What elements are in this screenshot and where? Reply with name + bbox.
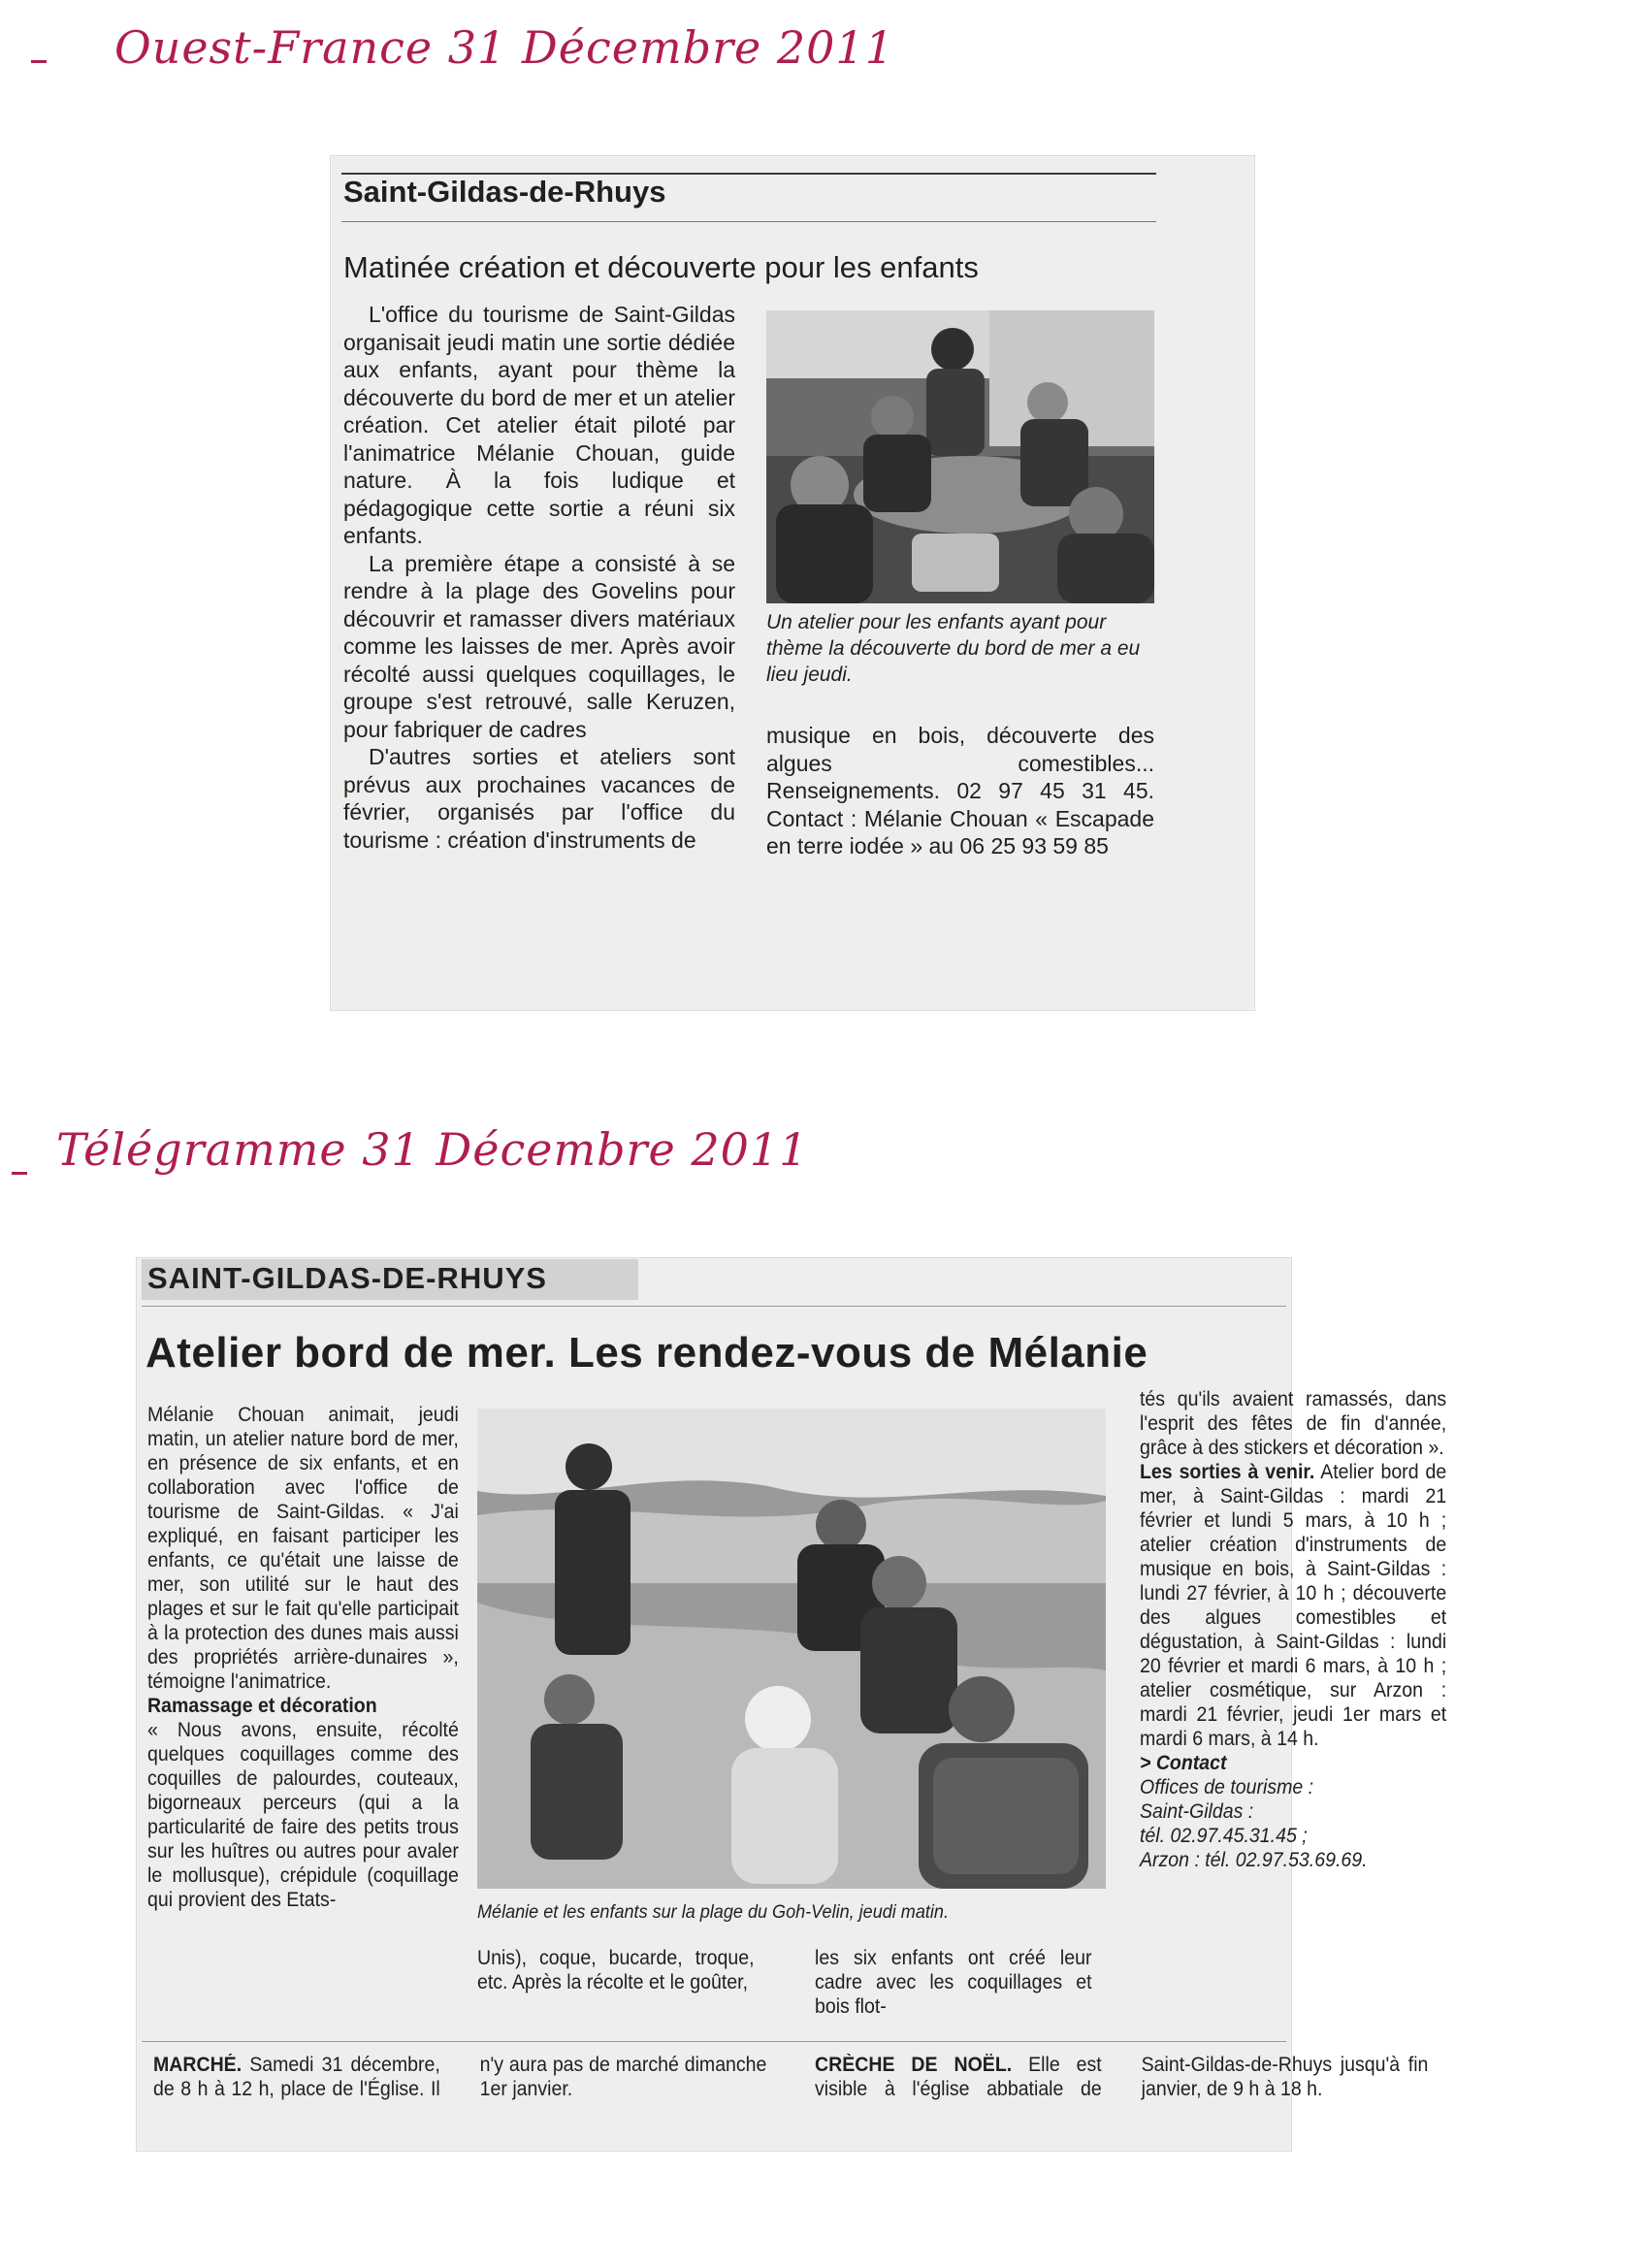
handwritten-label-ouest-france: Ouest-France 31 Décembre 2011: [114, 21, 894, 74]
clipping2-contact-title: > Contact: [1140, 1752, 1227, 1774]
clipping1-photo-workshop: [766, 310, 1154, 603]
clipping2-column-3: [1140, 1387, 1446, 1872]
clipping2-town-heading: SAINT-GILDAS-DE-RHUYS: [147, 1261, 547, 1295]
clipping1-town-heading: Saint-Gildas-de-Rhuys: [343, 175, 666, 209]
clipping1-right-column: musique en bois, découverte des algues comestibles... Renseignements. 02 97 45 31 45. Contact : Mélanie Chouan « Escapade en terre iodée » au 06 25 93 59 85: [766, 723, 1154, 859]
clipping2-contact-line-3: tél. 02.97.45.31.45 ;: [1140, 1825, 1308, 1847]
clipping2-photo-beach: [477, 1409, 1106, 1889]
clipping2-column-3-text: tés qu'ils avaient ramassés, dans l'esprit des fêtes de fin d'année, grâce à des stickers et décoration ».: [1140, 1388, 1447, 1459]
clipping2-contact-line-4: Arzon : tél. 02.97.53.69.69.: [1140, 1849, 1368, 1871]
clipping2-sorties-paragraph: [1140, 1460, 1446, 1751]
handwritten-dash-middle: [12, 1172, 27, 1175]
clipping2-under-photo-left: Unis), coque, bucarde, troque, etc. Après la récolte et le goûter,: [477, 1947, 755, 1993]
clipping1-paragraph-2: La première étape a consisté à se rendre à la plage des Govelins pour découvrir et ramasser divers matériaux comme les laisses de mer. Après avoir récolté aussi quelques coquillages, le groupe s'est retrouvé, salle Keruzen, pour fabriquer de cadres: [343, 550, 735, 742]
clipping2-briefs-rule: [142, 2041, 1286, 2042]
clipping2-sorties-lead: Les sorties à venir.: [1140, 1461, 1315, 1483]
clipping1-left-column: [343, 301, 735, 854]
clipping1-paragraph-1: L'office du tourisme de Saint-Gildas organisait jeudi matin une sortie dédiée aux enfants, ayant pour thème la découverte du bord de mer et un atelier création. Cet atelier était piloté par l'animatrice Mélanie Chouan, guide nature. À la fois ludique et pédagogique cette sortie a réuni six enfants.: [343, 302, 735, 548]
clipping2-top-rule: [142, 1306, 1286, 1307]
clipping2-contact-line-2: Saint-Gildas :: [1140, 1800, 1254, 1823]
clipping2-subheading: Ramassage et décoration: [147, 1695, 377, 1717]
clipping2-brief-marche: [153, 2053, 766, 2101]
clipping2-contact-line-1: Offices de tourisme :: [1140, 1776, 1314, 1798]
handwritten-dash-top: [31, 60, 47, 63]
clipping2-photo-caption: Mélanie et les enfants sur la plage du Goh-Velin, jeudi matin.: [477, 1902, 949, 1923]
clipping2-sorties-text: Atelier bord de mer, à Saint-Gildas : mardi 21 février et lundi 5 mars, à 10 h ; atelier création d'instruments de musique en bois, à Saint-Gildas : lundi 27 février, à 10 h ; découverte des algues comestibles et dégustation, à Saint-Gildas : lundi 20 février et mardi 6 mars, à 10 h ; atelier cosmétique, sur Arzon : mardi 21 février, jeudi 1er mars et mardi 6 mars, à 14 h.: [1140, 1461, 1447, 1750]
clipping1-photo-caption: Un atelier pour les enfants ayant pour thème la découverte du bord de mer a eu lieu jeudi.: [766, 611, 1141, 686]
clipping2-brief-marche-lead: MARCHÉ.: [153, 2054, 242, 2076]
clipping2-brief-creche-lead: CRÈCHE DE NOËL.: [815, 2054, 1013, 2076]
clipping2-headline: Atelier bord de mer. Les rendez-vous de Mélanie: [146, 1329, 1148, 1377]
clipping1-paragraph-3: D'autres sorties et ateliers sont prévus aux prochaines vacances de février, organisés par l'office du tourisme : création d'instruments de: [343, 744, 735, 853]
clipping2-brief-marche-text: Samedi 31 décembre, de 8 h à 12 h, place de l'Église. Il n'y aura pas de marché dimanche 1er janvier.: [153, 2054, 767, 2100]
clipping2-intro: Mélanie Chouan animait, jeudi matin, un atelier nature bord de mer, en présence de six enfants, et en collaboration avec l'office de tourisme de Saint-Gildas. « J'ai expliqué, en faisant participer les enfants, ce qu'était une laisse de mer, son utilité sur le haut des plages et sur le fait qu'elle participait à la protection des dunes mais aussi des propriétés arrière-dunaires », témoigne l'animatrice.: [147, 1404, 459, 1693]
handwritten-label-telegramme: Télégramme 31 Décembre 2011: [56, 1123, 809, 1176]
clipping1-heading-rule: [341, 221, 1156, 222]
clipping1-headline: Matinée création et découverte pour les enfants: [343, 250, 979, 284]
clipping2-column-1: [147, 1403, 459, 1912]
clipping2-under-photo-right: les six enfants ont créé leur cadre avec les coquillages et bois flot-: [815, 1947, 1092, 2018]
clipping2-brief-creche: [815, 2053, 1428, 2101]
clipping2-brief-creche-text: Elle est visible à l'église abbatiale de Saint-Gildas-de-Rhuys jusqu'à fin janvier, de 9 h à 18 h.: [815, 2054, 1429, 2100]
clipping2-column-1-text: « Nous avons, ensuite, récolté quelques coquillages comme des coquilles de palourdes, couteaux, bigorneaux perceurs (qui a la particularité de faire des petits trous sur les huîtres ou autres pour avaler le mollusque), crépidule (coquillage qui provient des Etats-: [147, 1719, 459, 1911]
